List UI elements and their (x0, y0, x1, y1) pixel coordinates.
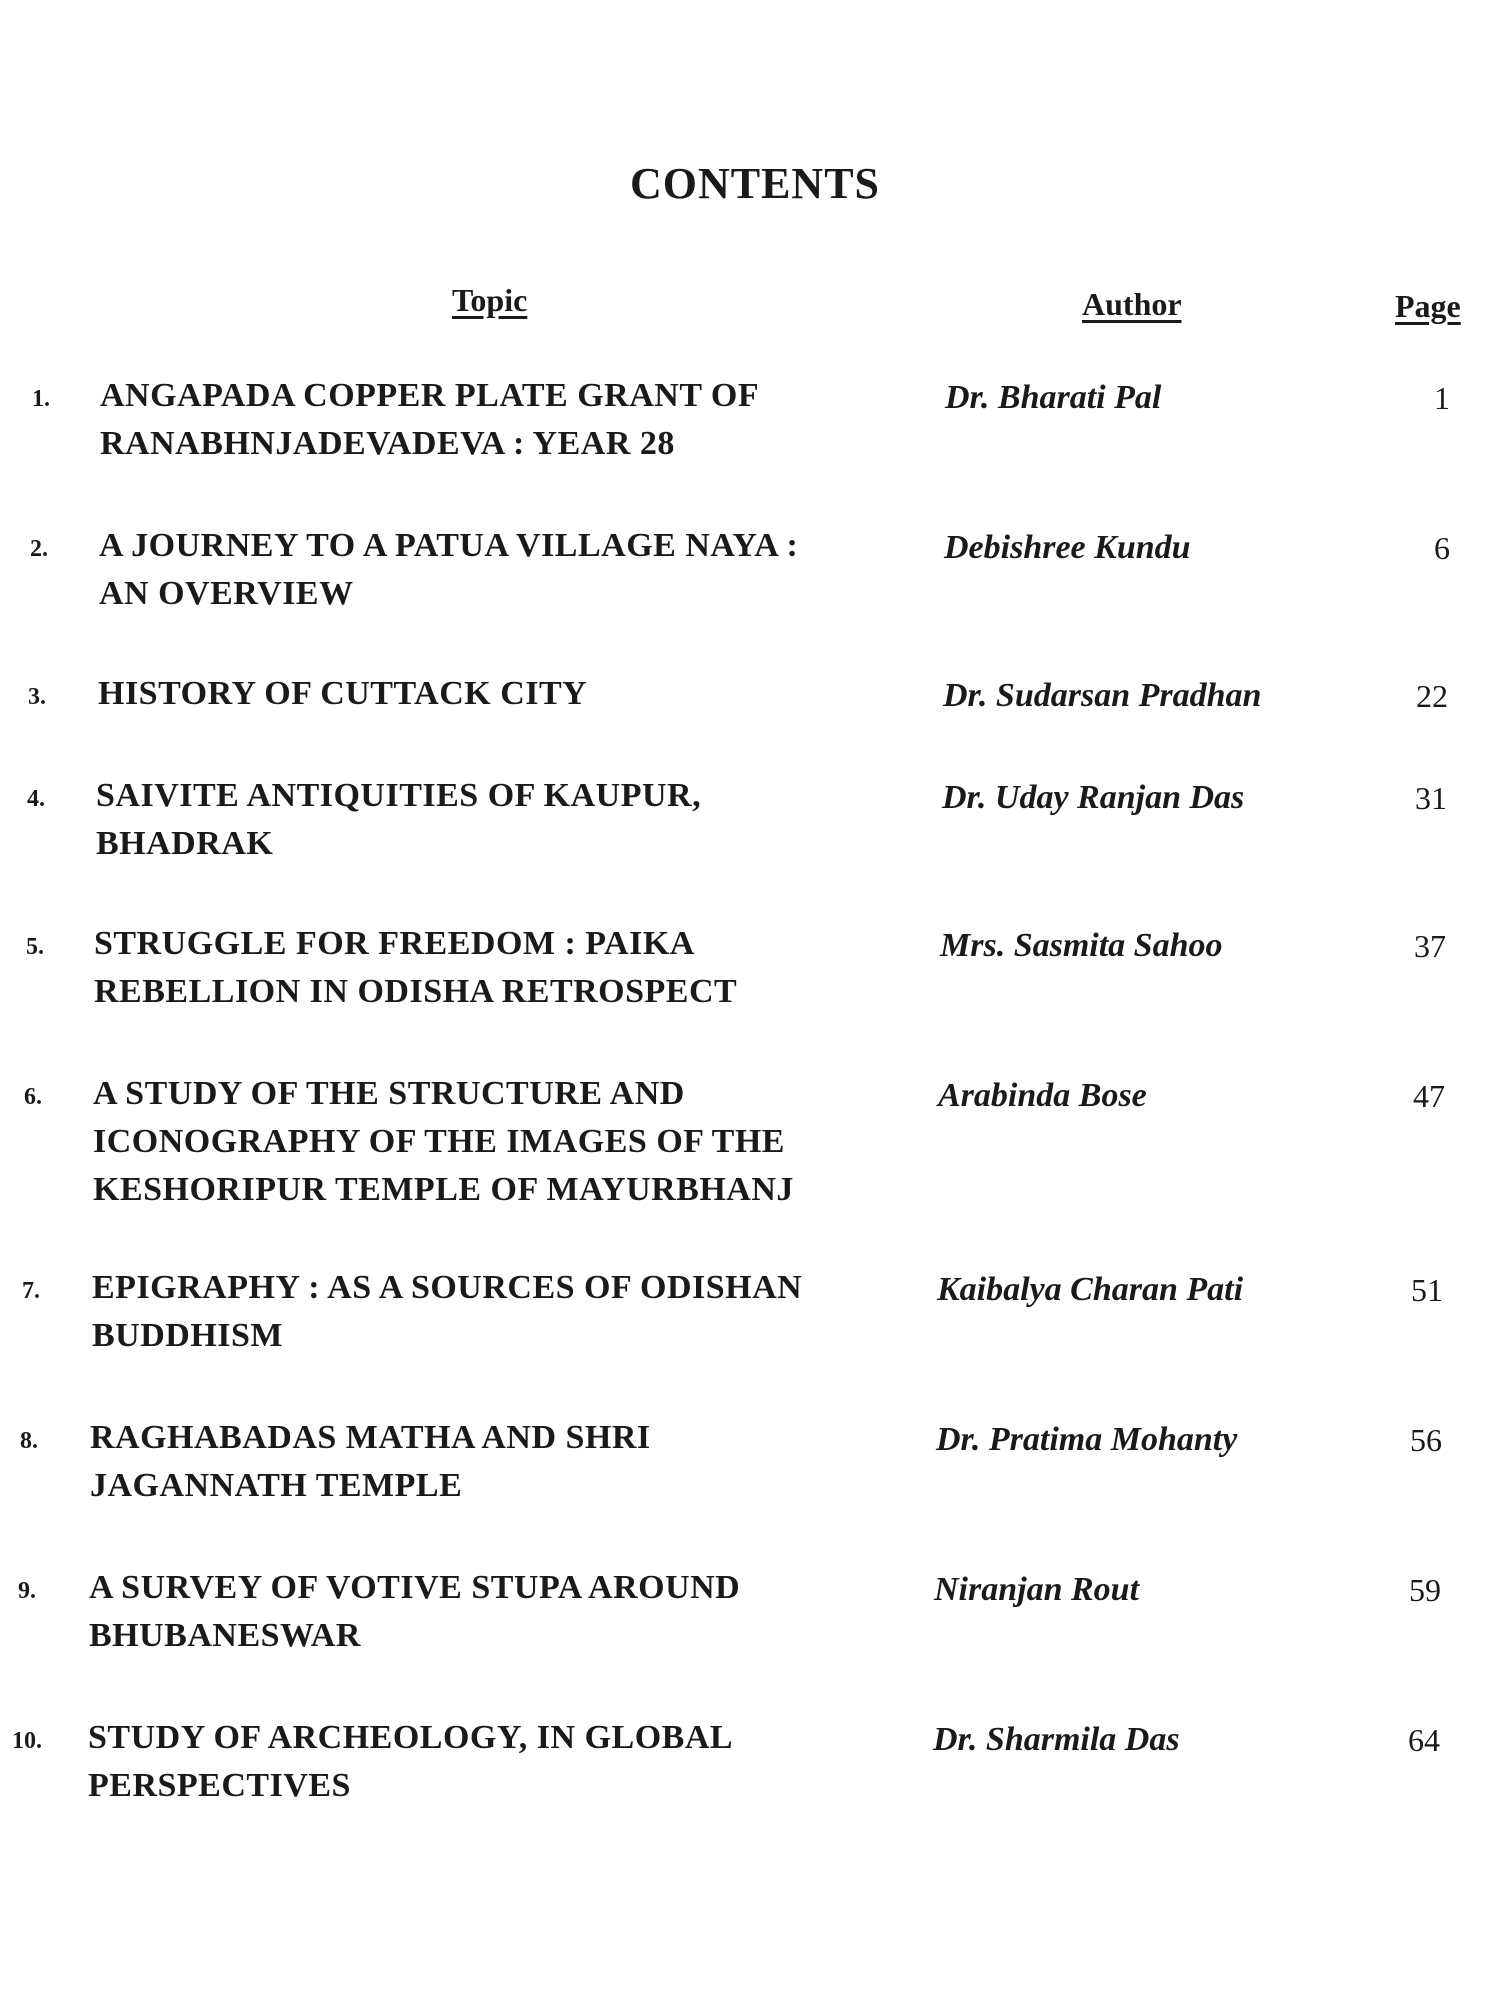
entry-topic-line: EPIGRAPHY : AS A SOURCES OF ODISHAN (92, 1269, 803, 1306)
entry-number: 8. (20, 1428, 38, 1454)
entry-page-number: 64 (1408, 1722, 1440, 1758)
entry-topic (89, 1564, 869, 1660)
column-header-topic: Topic (452, 282, 528, 318)
entry-author: Dr. Sharmila Das (933, 1721, 1180, 1758)
column-header-author: Author (1082, 286, 1182, 322)
entry-topic (88, 1714, 868, 1810)
entry-topic-line: ICONOGRAPHY OF THE IMAGES OF THE (93, 1123, 785, 1160)
entry-author: Dr. Bharati Pal (945, 379, 1162, 416)
entry-topic (96, 772, 876, 868)
entry-topic (100, 372, 880, 468)
entry-author: Arabinda Bose (938, 1077, 1147, 1114)
entry-number: 5. (26, 934, 44, 960)
entry-page-number: 37 (1414, 928, 1446, 964)
entry-topic-line: BHADRAK (96, 825, 274, 862)
entry-topic-line: AN OVERVIEW (99, 575, 354, 612)
entry-number: 2. (30, 536, 48, 562)
entry-page-number: 31 (1415, 780, 1447, 816)
entry-topic-line: RAGHABADAS MATHA AND SHRI (90, 1419, 651, 1456)
entry-topic-line: A JOURNEY TO A PATUA VILLAGE NAYA : (99, 527, 799, 564)
entry-topic-line: SAIVITE ANTIQUITIES OF KAUPUR, (96, 777, 702, 814)
entry-page-number: 51 (1411, 1272, 1443, 1308)
entry-author: Niranjan Rout (934, 1571, 1140, 1608)
entry-topic (98, 670, 878, 718)
entry-page-number: 47 (1413, 1078, 1445, 1114)
entry-page-number: 6 (1434, 530, 1450, 566)
entry-topic (92, 1264, 872, 1360)
entry-topic-line: REBELLION IN ODISHA RETROSPECT (94, 973, 738, 1010)
entry-author: Kaibalya Charan Pati (937, 1271, 1244, 1308)
entry-number: 7. (22, 1278, 40, 1304)
entry-topic-line: STRUGGLE FOR FREEDOM : PAIKA (94, 925, 695, 962)
entry-topic-line: PERSPECTIVES (88, 1767, 351, 1804)
entry-topic-line: BHUBANESWAR (89, 1617, 361, 1654)
entry-number: 3. (28, 684, 46, 710)
entry-number: 4. (27, 786, 45, 812)
entry-author: Dr. Uday Ranjan Das (942, 779, 1245, 816)
entry-topic-line: KESHORIPUR TEMPLE OF MAYURBHANJ (93, 1171, 794, 1208)
entry-number: 9. (18, 1578, 36, 1604)
entry-topic-line: A SURVEY OF VOTIVE STUPA AROUND (89, 1569, 741, 1606)
entry-topic-line: A STUDY OF THE STRUCTURE AND (93, 1075, 685, 1112)
entry-topic (90, 1414, 870, 1510)
entry-topic-line: RANABHNJADEVADEVA : YEAR 28 (100, 425, 675, 462)
entry-author: Dr. Pratima Mohanty (936, 1421, 1238, 1458)
entry-topic (94, 920, 874, 1016)
entry-author: Mrs. Sasmita Sahoo (940, 927, 1223, 964)
entry-page-number: 1 (1434, 380, 1450, 416)
entry-page-number: 59 (1409, 1572, 1441, 1608)
entry-topic-line: BUDDHISM (92, 1317, 284, 1354)
entry-topic-line: ANGAPADA COPPER PLATE GRANT OF (100, 377, 760, 414)
entry-number: 10. (12, 1728, 42, 1754)
entry-topic (93, 1070, 873, 1214)
entry-number: 1. (32, 386, 50, 412)
entry-topic (99, 522, 879, 618)
entry-author: Dr. Sudarsan Pradhan (943, 677, 1262, 714)
entry-page-number: 22 (1416, 678, 1448, 714)
page-title: CONTENTS (629, 159, 881, 208)
entry-topic-line: HISTORY OF CUTTACK CITY (98, 675, 588, 712)
entry-topic-line: JAGANNATH TEMPLE (90, 1467, 463, 1504)
entry-author: Debishree Kundu (944, 529, 1191, 566)
entry-page-number: 56 (1410, 1422, 1442, 1458)
entry-number: 6. (24, 1084, 42, 1110)
column-header-page: Page (1395, 288, 1461, 324)
entry-topic-line: STUDY OF ARCHEOLOGY, IN GLOBAL (88, 1719, 734, 1756)
